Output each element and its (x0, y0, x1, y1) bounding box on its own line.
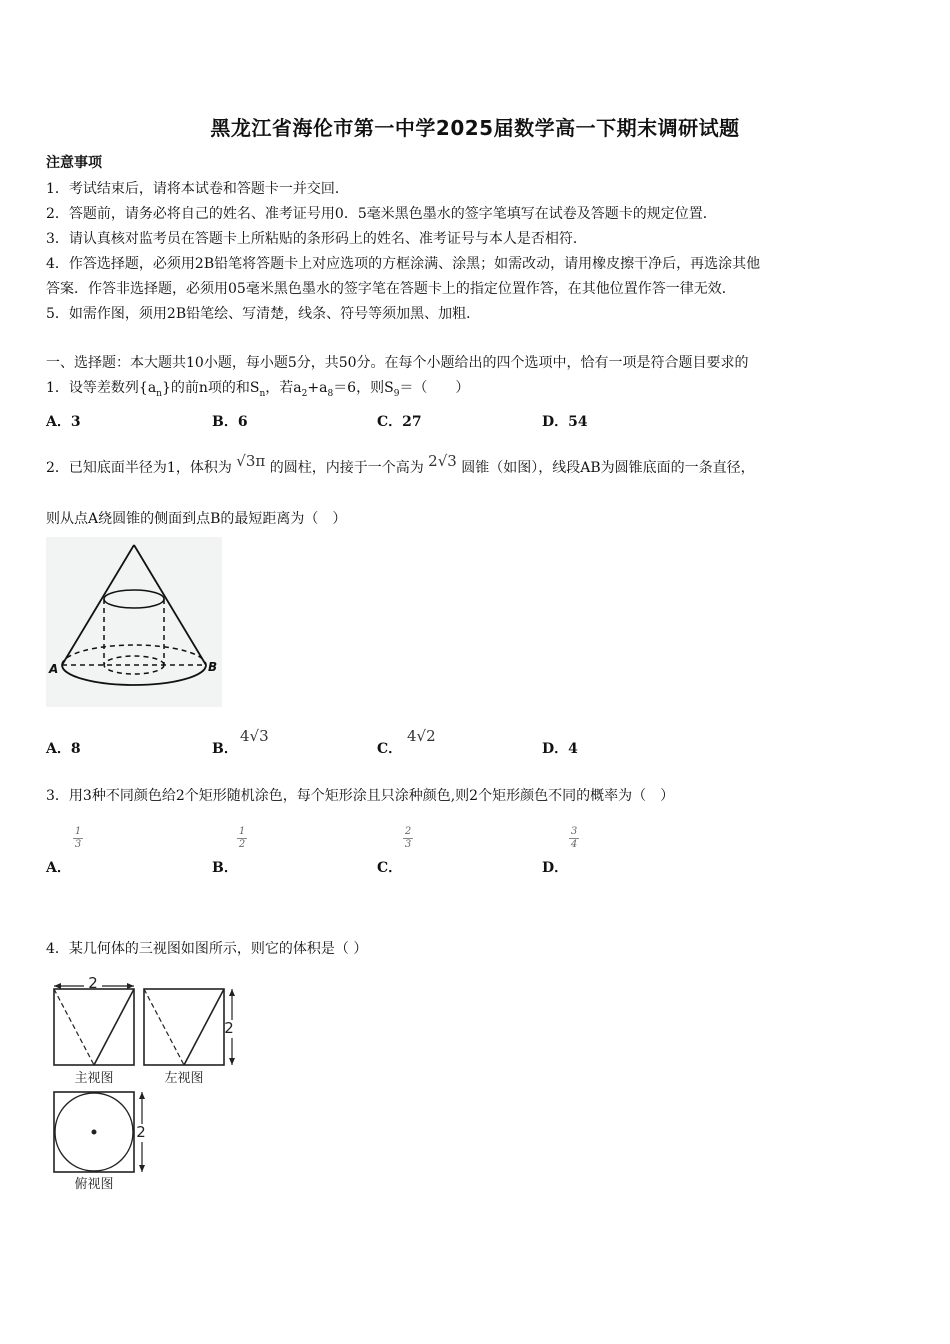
front-view (54, 974, 134, 1086)
q3-fraction-c: 2 3 (404, 826, 412, 850)
dim-top: 2 (88, 974, 98, 992)
cone-figure (46, 537, 222, 707)
q1-option-c: C．27 (377, 414, 422, 430)
q3-option-d: D． (542, 860, 569, 876)
page-title: 黑龙江省海伦市第一中学2025届数学高一下期末调研试题 (210, 116, 740, 140)
notice-item: 2．答题前，请务必将自己的姓名、准考证号用0．5毫米黑色墨水的签字笔填写在试卷及答题卡的规定位置． (46, 206, 717, 222)
figure-background (46, 537, 222, 707)
notice-item: 4．作答选择题，必须用2B铅笔将答题卡上对应选项的方框涂满、涂黑；如需改动，请用橡皮擦干净后，再选涂其他 (46, 256, 761, 272)
q2-option-c: C． (377, 741, 403, 757)
q2-option-a: A．8 (46, 741, 81, 757)
q3-option-b: B． (212, 860, 238, 876)
section-heading: 一、选择题：本大题共10小题，每小题5分，共50分。在每个小题给出的四个选项中，恰有一项是符合题目要求的 (46, 355, 749, 371)
notice-item: 3．请认真核对监考员在答题卡上所粘贴的条形码上的姓名、准考证号与本人是否相符． (46, 231, 587, 247)
top-view-label: 俯视图 (74, 1177, 114, 1192)
q3-option-a: A． (46, 860, 71, 876)
label-b: B (208, 660, 218, 674)
math-2sqrt3: 2√3 (428, 452, 457, 470)
notice-item: 答案．作答非选择题，必须用05毫米黑色墨水的签字笔在答题卡上的指定位置作答，在其他位置作答一律无效． (46, 281, 736, 297)
notice-item: 5．如需作图，须用2B铅笔绘、写清楚，线条、符号等须加黑、加粗． (46, 306, 481, 322)
side-view (144, 989, 235, 1086)
three-view-figure (44, 966, 244, 1194)
q3-fraction-b: 1 2 (238, 826, 246, 850)
notice-item: 1．考试结束后，请将本试卷和答题卡一并交回． (46, 181, 349, 197)
q2-option-b-math: 4√3 (240, 727, 269, 745)
question-4: 4．某几何体的三视图如图所示，则它的体积是（ ） (46, 941, 368, 957)
q2-option-b: B． (212, 741, 238, 757)
q3-option-c: C． (377, 860, 403, 876)
q3-fraction-a: 1 3 (74, 826, 82, 850)
notice-heading: 注意事项 (46, 155, 102, 171)
question-2-line2: 则从点A绕圆锥的侧面到点B的最短距离为（ ） (46, 511, 347, 527)
label-a: A (49, 662, 59, 676)
q2-option-c-math: 4√2 (407, 727, 436, 745)
question-1: 1．设等差数列$\{a_n\}$的前n项的和$S_n$，若$a_2+a_8=6$，则$S_9=$（ ） (46, 380, 470, 399)
q3-fraction-d: 3 4 (570, 826, 578, 850)
question-3: 3．用3种不同颜色给2个矩形随机涂色，每个矩形涂且只涂种颜色,则2个矩形颜色不同的概率为（ ） (46, 788, 675, 804)
front-view-label: 主视图 (74, 1071, 114, 1086)
q1-option-d: D．54 (542, 414, 588, 430)
dim-side: 2 (224, 1019, 234, 1037)
math-sqrt3pi: √3π (236, 452, 266, 470)
q1-option-a: A．3 (46, 414, 81, 430)
question-2-line1: 2．已知底面半径为1，体积为 √3π 的圆柱，内接于一个高为 2√3 圆锥（如图），线段AB为圆锥底面的一条直径， (46, 452, 755, 476)
dim-plan: 2 (136, 1123, 146, 1141)
side-view-label: 左视图 (164, 1071, 204, 1086)
q1-option-b: B．6 (212, 414, 248, 430)
q2-option-d: D．4 (542, 741, 578, 757)
top-view (54, 1092, 146, 1192)
